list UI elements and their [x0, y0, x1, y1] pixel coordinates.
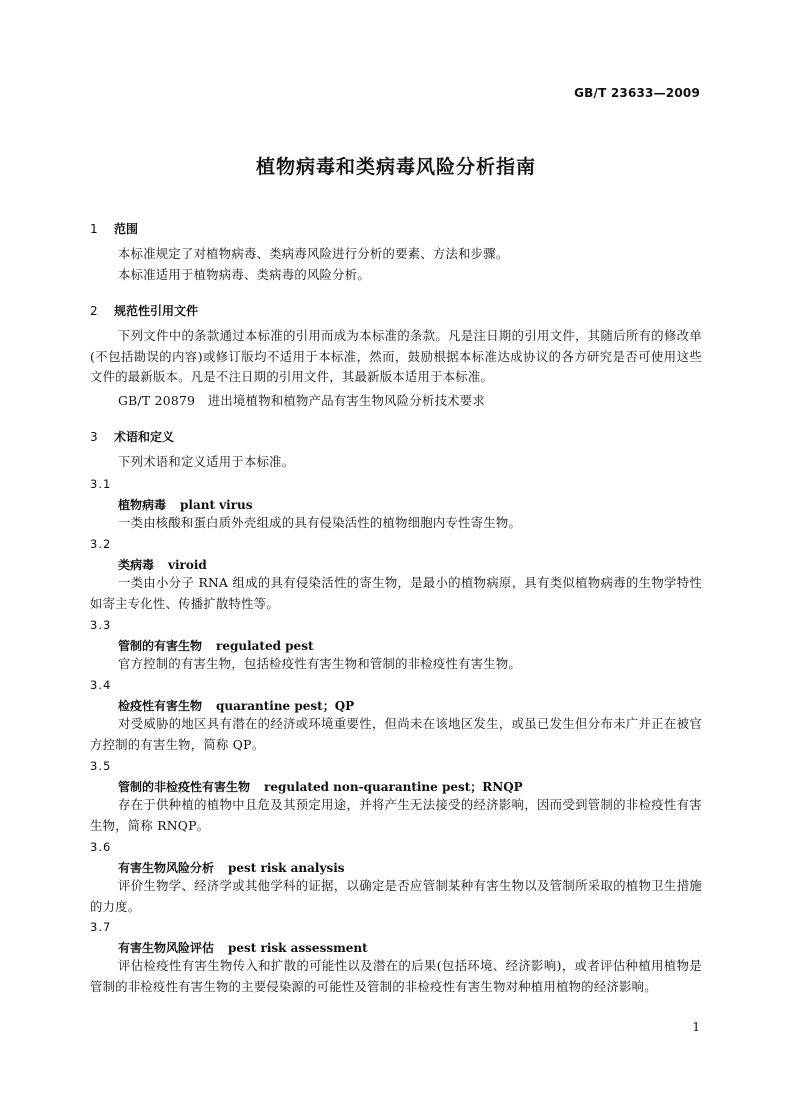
term-number: 3.1: [90, 477, 112, 491]
term-definition: 官方控制的有害生物，包括检疫性有害生物和管制的非检疫性有害生物。: [118, 657, 522, 671]
term-number: 3.7: [90, 920, 112, 934]
paragraph: 本标准规定了对植物病毒、类病毒风险进行分析的要素、方法和步骤。: [118, 247, 509, 261]
term-definition: 评价生物学、经济学或其他学科的证据，以确定是否应管制某种有害生物以及管制所采取的植物卫生措施的力度。: [90, 879, 702, 914]
normative-reference: GB/T 20879 进出境植物和植物产品有害生物风险分析技术要求: [118, 394, 485, 408]
section-heading-2: [90, 302, 198, 319]
section-title: 范围: [114, 222, 139, 236]
term-en: plant virus: [180, 498, 253, 512]
term-zh: 有害生物风险评估: [118, 941, 215, 955]
term-zh: 类病毒: [118, 558, 155, 572]
term-zh: 检疫性有害生物: [118, 699, 203, 713]
term-en: quarantine pest；QP: [216, 699, 355, 713]
term-number: 3.5: [90, 759, 112, 773]
term-en: pest risk assessment: [228, 941, 368, 955]
paragraph: 本标准适用于植物病毒、类病毒的风险分析。: [118, 268, 370, 282]
standard-code: GB/T 23633—2009: [574, 86, 700, 100]
term-heading: [118, 556, 207, 573]
section-heading-3: [90, 428, 174, 445]
term-heading: [118, 637, 314, 654]
term-number: 3.3: [90, 618, 112, 632]
term-definition: 对受威胁的地区具有潜在的经济或环境重要性，但尚未在该地区发生，或虽已发生但分布未广并正在被官方控制的有害生物，简称 QP。: [90, 717, 702, 752]
section-title: 术语和定义: [114, 430, 175, 444]
term-heading: [118, 859, 345, 876]
section-number: 3: [90, 430, 98, 444]
section-number: 1: [90, 222, 98, 236]
term-zh: 管制的非检疫性有害生物: [118, 780, 251, 794]
term-number: 3.6: [90, 840, 112, 854]
section-heading-1: [90, 220, 138, 237]
term-en: pest risk analysis: [228, 861, 345, 875]
paragraph: 下列文件中的条款通过本标准的引用而成为本标准的条款。凡是注日期的引用文件，其随后所有的修改单(不包括勘误的内容)或修订版均不适用于本标准，然而，鼓励根据本标准达成协议的各方研究是否可使用这些文件的最新版本。凡是不注日期的引用文件，其最新版本适用于本标准。: [90, 329, 702, 384]
term-heading: [118, 939, 368, 956]
term-zh: 有害生物风险分析: [118, 861, 215, 875]
paragraph: 下列术语和定义适用于本标准。: [118, 455, 295, 469]
term-definition: 一类由小分子 RNA 组成的具有侵染活性的寄生物，是最小的植物病原，具有类似植物病毒的生物学特性如寄主专化性、传播扩散特性等。: [90, 576, 702, 611]
term-definition: 一类由核酸和蛋白质外壳组成的具有侵染活性的植物细胞内专性寄生物。: [118, 516, 522, 530]
term-number: 3.2: [90, 537, 112, 551]
term-zh: 植物病毒: [118, 498, 167, 512]
term-en: viroid: [168, 558, 207, 572]
section-number: 2: [90, 304, 98, 318]
term-en: regulated non-quarantine pest；RNQP: [264, 780, 523, 794]
term-heading: [118, 496, 253, 513]
term-en: regulated pest: [216, 639, 314, 653]
section-title: 规范性引用文件: [114, 304, 199, 318]
page-title: 植物病毒和类病毒风险分析指南: [255, 156, 536, 178]
term-definition: 评估检疫性有害生物传入和扩散的可能性以及潜在的后果(包括环境、经济影响)，或者评估种植用植物是管制的非检疫性有害生物的主要侵染源的可能性及管制的非检疫性有害生物对种植用植物的经济影响。: [90, 959, 702, 994]
term-heading: [118, 778, 523, 795]
term-zh: 管制的有害生物: [118, 639, 203, 653]
page-number: 1: [692, 1020, 700, 1034]
term-number: 3.4: [90, 678, 112, 692]
term-heading: [118, 697, 354, 714]
term-definition: 存在于供种植的植物中且危及其预定用途，并将产生无法接受的经济影响，因而受到管制的非检疫性有害生物，简称 RNQP。: [90, 798, 702, 833]
